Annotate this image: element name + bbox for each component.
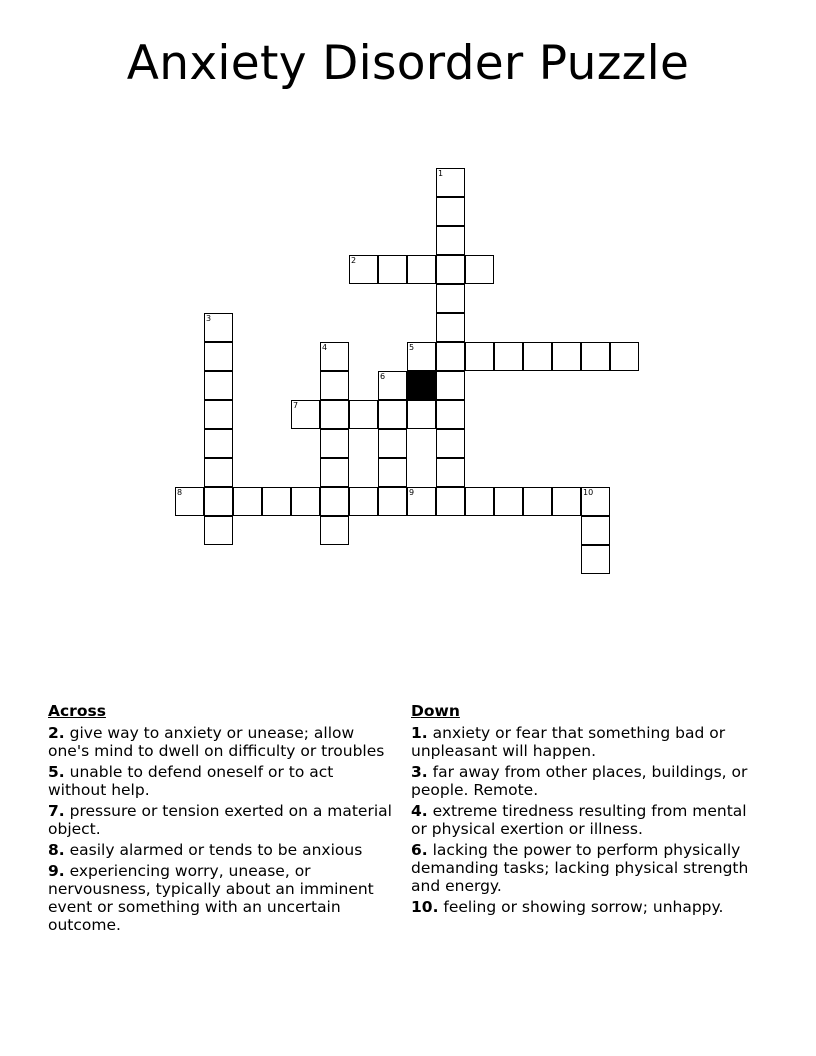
grid-cell[interactable]: [581, 545, 610, 574]
grid-cell[interactable]: [378, 429, 407, 458]
blocked-cell: [407, 371, 436, 400]
cell-number: 6: [380, 372, 386, 381]
cell-number: 10: [583, 488, 594, 497]
grid-cell[interactable]: [407, 487, 436, 516]
puzzle-title: Anxiety Disorder Puzzle: [126, 36, 690, 91]
grid-cell[interactable]: [407, 400, 436, 429]
grid-cell[interactable]: [349, 487, 378, 516]
grid-cell[interactable]: [436, 197, 465, 226]
grid-cell[interactable]: [204, 400, 233, 429]
grid-cell[interactable]: [378, 458, 407, 487]
cell-number: 4: [322, 343, 328, 352]
down-clues: [411, 702, 756, 919]
grid-cell[interactable]: [436, 371, 465, 400]
grid-cell[interactable]: [349, 255, 378, 284]
clue-across: 8. easily alarmed or tends to be anxious: [48, 841, 363, 859]
clue-down: 4. extreme tiredness resulting from mental or physical exertion or illness.: [411, 802, 747, 838]
across-heading: Across: [48, 702, 106, 720]
clue-across: 2. give way to anxiety or unease; allow one's mind to dwell on difficulty or troubles: [48, 724, 385, 760]
grid-cell[interactable]: [552, 487, 581, 516]
grid-cell[interactable]: [523, 342, 552, 371]
grid-cell[interactable]: [291, 400, 320, 429]
clue-down: 6. lacking the power to perform physically demanding tasks; lacking physical strength and energy.: [411, 841, 749, 895]
grid-cell[interactable]: [436, 168, 465, 197]
grid-cell[interactable]: [465, 255, 494, 284]
grid-cell[interactable]: [175, 487, 204, 516]
grid-cell[interactable]: [204, 516, 233, 545]
cell-number: 5: [409, 343, 415, 352]
clue-down: 1. anxiety or fear that something bad or unpleasant will happen.: [411, 724, 726, 760]
grid-cell[interactable]: [436, 226, 465, 255]
down-heading: Down: [411, 702, 460, 720]
grid-cell[interactable]: [436, 429, 465, 458]
grid-cell[interactable]: [465, 487, 494, 516]
clue-down: 3. far away from other places, buildings, or people. Remote.: [411, 763, 748, 799]
grid-cell[interactable]: [436, 284, 465, 313]
grid-cell[interactable]: [436, 313, 465, 342]
grid-cell[interactable]: [581, 342, 610, 371]
grid-cell[interactable]: [320, 400, 349, 429]
cell-number: 1: [438, 169, 444, 178]
grid-cell[interactable]: [204, 371, 233, 400]
cell-number: 8: [177, 488, 183, 497]
cell-number: 7: [293, 401, 299, 410]
grid-cell[interactable]: [436, 458, 465, 487]
grid-cell[interactable]: [523, 487, 552, 516]
grid-cell[interactable]: [320, 487, 349, 516]
grid-cell[interactable]: [204, 458, 233, 487]
grid-cell[interactable]: [349, 400, 378, 429]
grid-cell[interactable]: [407, 342, 436, 371]
grid-cell[interactable]: [378, 255, 407, 284]
grid-cell[interactable]: [581, 487, 610, 516]
grid-cell[interactable]: [204, 487, 233, 516]
grid-cell[interactable]: [378, 487, 407, 516]
grid-cell[interactable]: [407, 255, 436, 284]
clue-across: 7. pressure or tension exerted on a material object.: [48, 802, 392, 838]
grid-cell[interactable]: [204, 342, 233, 371]
grid-cell[interactable]: [436, 255, 465, 284]
grid-cell[interactable]: [320, 371, 349, 400]
clue-across: 9. experiencing worry, unease, or nervousness, typically about an imminent event or something with an uncertain outcome.: [48, 862, 374, 934]
clue-across: 5. unable to defend oneself or to act without help.: [48, 763, 334, 799]
grid-cell[interactable]: [378, 371, 407, 400]
grid-cell[interactable]: [494, 487, 523, 516]
cell-number: 3: [206, 314, 212, 323]
grid-cell[interactable]: [204, 313, 233, 342]
grid-cell[interactable]: [494, 342, 523, 371]
grid-cell[interactable]: [320, 342, 349, 371]
cell-number: 9: [409, 488, 415, 497]
grid-cell[interactable]: [436, 342, 465, 371]
grid-cell[interactable]: [581, 516, 610, 545]
grid-cell[interactable]: [291, 487, 320, 516]
grid-cell[interactable]: [436, 487, 465, 516]
grid-cell[interactable]: [320, 458, 349, 487]
grid-cell[interactable]: [465, 342, 494, 371]
clue-down: 10. feeling or showing sorrow; unhappy.: [411, 898, 724, 916]
grid-cell[interactable]: [378, 400, 407, 429]
grid-cell[interactable]: [436, 400, 465, 429]
grid-cell[interactable]: [262, 487, 291, 516]
grid-cell[interactable]: [320, 429, 349, 458]
grid-cell[interactable]: [552, 342, 581, 371]
grid-cell[interactable]: [233, 487, 262, 516]
grid-cell[interactable]: [204, 429, 233, 458]
cell-number: 2: [351, 256, 357, 265]
grid-cell[interactable]: [320, 516, 349, 545]
grid-cell[interactable]: [610, 342, 639, 371]
across-clues: [48, 702, 393, 937]
